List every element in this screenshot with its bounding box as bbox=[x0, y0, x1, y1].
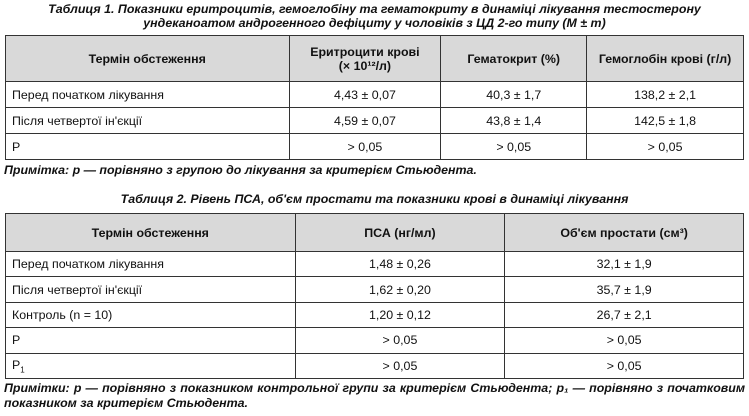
table2-cell-term: P bbox=[6, 328, 296, 353]
table1-header-hgb: Гемоглобін крові (г/л) bbox=[587, 36, 744, 82]
table2-cell-term bbox=[6, 353, 296, 378]
table2-header-prostate: Об'єм простати (см³) bbox=[505, 214, 744, 252]
table1-cell-rbc: > 0,05 bbox=[289, 134, 441, 160]
table1-cell-hct: > 0,05 bbox=[441, 134, 587, 160]
table2-cell-term-subscript: 1 bbox=[20, 364, 25, 374]
table-row bbox=[6, 82, 744, 108]
table2-caption: Таблиця 2. Рівень ПСА, об'єм простати та показники крові в динаміці лікування bbox=[120, 192, 629, 206]
table-row bbox=[6, 108, 744, 134]
table1-header-rbc bbox=[289, 36, 441, 82]
table2-cell-prostate: 35,7 ± 1,9 bbox=[505, 277, 744, 302]
table1-cell-hgb: 142,5 ± 1,8 bbox=[587, 108, 744, 134]
table2-cell-term-main: P bbox=[12, 357, 21, 372]
table1-header-hct: Гематокрит (%) bbox=[441, 36, 587, 82]
table2-header-psa: ПСА (нг/мл) bbox=[295, 214, 505, 252]
table1-header-rbc-line1: Еритроцити крові bbox=[310, 44, 420, 59]
table2-header-term: Термін обстеження bbox=[6, 214, 296, 252]
table1-header-row bbox=[6, 36, 744, 82]
table1-caption: Таблиця 1. Показники еритроцитів, гемоглобіну та гематокриту в динаміці лікування тестостерону ундеканоатом андрогенного дефіциту у чоловіків з ЦД 2-го типу (М ± m) bbox=[48, 2, 701, 30]
table1-note: Примітка: p — порівняно з групою до лікування за критерієм Стьюдента. bbox=[4, 163, 477, 177]
table2-cell-psa: > 0,05 bbox=[295, 328, 505, 353]
table-row bbox=[6, 353, 744, 378]
table1-cell-term: Після четвертої ін'єкції bbox=[6, 108, 290, 134]
table2-cell-psa: > 0,05 bbox=[295, 353, 505, 378]
table1-cell-term: Перед початком лікування bbox=[6, 82, 290, 108]
table1 bbox=[5, 35, 744, 160]
table1-cell-rbc: 4,59 ± 0,07 bbox=[289, 108, 441, 134]
table2 bbox=[5, 213, 744, 379]
table2-note: Примітки: p — порівняно з показником контрольної групи за критерієм Стьюдента; p₁ — порівняно з початковим показником за критерієм Стьюдента. bbox=[4, 381, 745, 410]
table-row bbox=[6, 328, 744, 353]
table1-cell-term: P bbox=[6, 134, 290, 160]
table-row bbox=[6, 302, 744, 327]
table2-cell-prostate: 26,7 ± 2,1 bbox=[505, 302, 744, 327]
table2-cell-term: Контроль (n = 10) bbox=[6, 302, 296, 327]
table1-cell-hgb: > 0,05 bbox=[587, 134, 744, 160]
table2-cell-term: Після четвертої ін'єкції bbox=[6, 277, 296, 302]
table2-cell-prostate: 32,1 ± 1,9 bbox=[505, 252, 744, 277]
table2-cell-psa: 1,20 ± 0,12 bbox=[295, 302, 505, 327]
table2-cell-psa: 1,48 ± 0,26 bbox=[295, 252, 505, 277]
table2-cell-prostate: > 0,05 bbox=[505, 353, 744, 378]
table1-cell-hct: 43,8 ± 1,4 bbox=[441, 108, 587, 134]
table2-cell-prostate: > 0,05 bbox=[505, 328, 744, 353]
table-row bbox=[6, 134, 744, 160]
table2-header-row bbox=[6, 214, 744, 252]
table1-cell-hgb: 138,2 ± 2,1 bbox=[587, 82, 744, 108]
table-row bbox=[6, 277, 744, 302]
table1-header-term: Термін обстеження bbox=[6, 36, 290, 82]
table2-cell-term: Перед початком лікування bbox=[6, 252, 296, 277]
table1-header-rbc-line2: (× 10¹²/л) bbox=[338, 58, 392, 73]
table1-cell-hct: 40,3 ± 1,7 bbox=[441, 82, 587, 108]
table2-cell-psa: 1,62 ± 0,20 bbox=[295, 277, 505, 302]
table-row bbox=[6, 252, 744, 277]
table1-cell-rbc: 4,43 ± 0,07 bbox=[289, 82, 441, 108]
